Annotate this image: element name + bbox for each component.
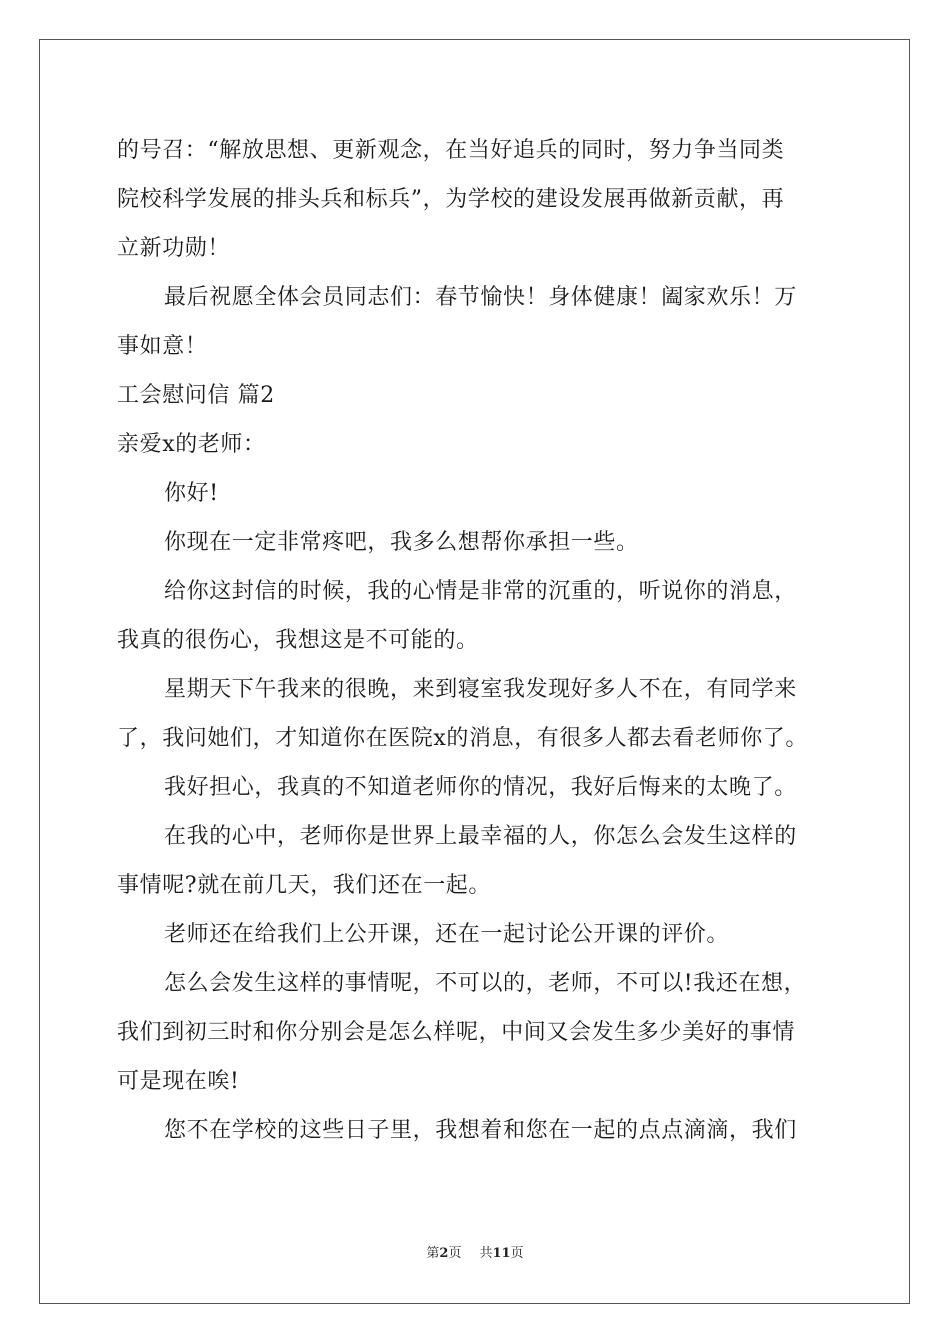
paragraph-line: 事情呢?就在前几天，我们还在一起。: [117, 873, 491, 898]
paragraph-line: 我真的很伤心，我想这是不可能的。: [117, 628, 479, 653]
paragraph-line: 老师还在给我们上公开课，还在一起讨论公开课的评价。: [164, 922, 730, 947]
paragraph-line: 最后祝愿全体会员同志们：春节愉快！身体健康！阖家欢乐！万: [164, 285, 797, 310]
total-label-prefix: 共: [479, 1246, 493, 1261]
paragraph-line: 我们到初三时和你分别会是怎么样呢，中间又会发生多少美好的事情: [117, 1020, 796, 1045]
paragraph-line: 在我的心中，老师你是世界上最幸福的人，你怎么会发生这样的: [164, 824, 797, 849]
paragraph-line: 亲爱x的老师：: [117, 432, 266, 457]
paragraph-line: 院校科学发展的排头兵和标兵”，为学校的建设发展再做新贡献，再: [117, 187, 785, 212]
page-label-suffix: 页: [448, 1246, 462, 1261]
paragraph-line: 可是现在唉!: [117, 1069, 240, 1094]
current-page-number: 2: [439, 1246, 449, 1261]
paragraph-line: 工会慰问信 篇2: [117, 383, 275, 408]
paragraph-line: 了，我问她们，才知道你在医院x的消息，有很多人都去看老师你了。: [117, 726, 809, 751]
page-footer: [0, 1244, 950, 1264]
document-body: [117, 126, 837, 1155]
paragraph-line: 你现在一定非常疼吧，我多么想帮你承担一些。: [164, 530, 639, 555]
paragraph-line: 立新功勋！: [117, 236, 231, 261]
paragraph-line: 您不在学校的这些日子里，我想着和您在一起的点点滴滴，我们: [164, 1118, 797, 1143]
paragraph-line: 我好担心，我真的不知道老师你的情况，我好后悔来的太晚了。: [164, 775, 797, 800]
paragraph-line: 事如意！: [117, 334, 208, 359]
paragraph-line: 你好!: [164, 481, 219, 506]
paragraph-line: 怎么会发生这样的事情呢，不可以的，老师，不可以!我还在想，: [164, 971, 807, 996]
total-label-suffix: 页: [510, 1246, 524, 1261]
paragraph-line: 星期天下午我来的很晚，来到寝室我发现好多人不在，有同学来: [164, 677, 797, 702]
total-page-number: 11: [492, 1246, 511, 1261]
paragraph-line: 给你这封信的时候，我的心情是非常的沉重的，听说你的消息，: [164, 579, 797, 604]
paragraph-line: 的号召：“解放思想、更新观念，在当好追兵的同时，努力争当同类: [117, 138, 785, 163]
page-label-prefix: 第: [426, 1246, 440, 1261]
